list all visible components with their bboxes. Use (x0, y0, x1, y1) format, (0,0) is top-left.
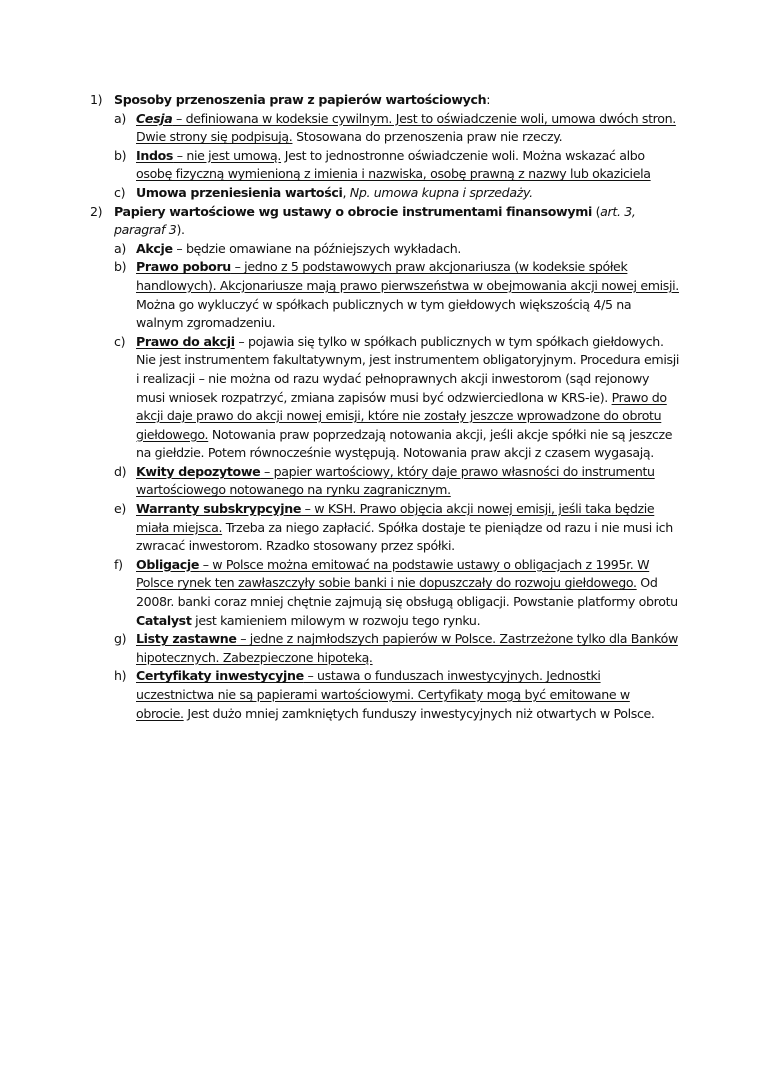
list-marker: c) (114, 184, 126, 200)
list-item-1c (90, 184, 680, 203)
item-text: , (342, 184, 350, 200)
item-text-underlined: – nie jest umową. (173, 147, 282, 163)
list-marker: d) (114, 463, 127, 479)
term-kwity-depozytowe: Kwity depozytowe (136, 463, 261, 479)
term-obligacje: Obligacje (136, 556, 200, 572)
term-prawo-do-akcji: Prawo do akcji (136, 333, 235, 349)
item-text-underlined: – definiowana w kodeksie cywilnym. Jest to oświadczenie woli, umowa dwóch stron. Dwie strony się podpisują. (136, 110, 676, 145)
list-item-2g (90, 630, 680, 667)
section-title-reference: art. 3, paragraf 3 (114, 203, 636, 238)
item-text: Jest to jednostronne oświadczenie woli. Można wskazać albo (281, 147, 645, 163)
item-text: Stosowana do przenoszenia praw nie rzeczy. (292, 129, 563, 145)
list-marker: f) (114, 556, 123, 572)
term-warranty-subskrypcyjne: Warranty subskrypcyjne (136, 501, 302, 517)
list-marker: b) (114, 147, 127, 163)
list-marker: e) (114, 501, 126, 517)
list-item-2h (90, 667, 680, 723)
list-item-2f (90, 556, 680, 630)
term-certyfikaty-inwestycyjne: Certyfikaty inwestycyjne (136, 668, 304, 684)
section-title: Papiery wartościowe wg ustawy o obrocie instrumentami finansowymi (114, 203, 592, 219)
item-text-italic: Np. umowa kupna i sprzedaży. (349, 184, 533, 200)
list-item-1b (90, 147, 680, 184)
list-marker: b) (114, 259, 127, 275)
document-body (90, 91, 680, 723)
list-item-2a (90, 240, 680, 259)
list-marker: a) (114, 110, 126, 126)
item-text: Od 2008r. banki coraz mniej chętnie zajmują się obsługą obligacji. Powstanie platformy obrotu (136, 575, 678, 610)
item-text: Jest dużo mniej zamkniętych funduszy inwestycyjnych niż otwartych w Polsce. (183, 705, 655, 721)
list-item-2d (90, 463, 680, 500)
list-item-2c (90, 333, 680, 463)
list-item-2b (90, 258, 680, 332)
item-text-underlined: Prawo do akcji daje prawo do akcji nowej emisji, które nie zostały jeszcze wprowadzone do obrotu giełdowego. (136, 389, 667, 442)
item-text-underlined: – w Polsce można emitować na podstawie ustawy o obligacjach z 1995r. W Polsce rynek ten zawłaszczyły sobie banki i nie dopuszczały do rozwoju giełdowego. (136, 556, 650, 591)
section-title-paren-open: ( (591, 203, 601, 219)
item-text: – pojawia się tylko w spółkach publicznych w tym spółkach giełdowych. Nie jest instrumentem fakultatywnym, jest instrumentem obligatoryjnym. Procedura emisji i realizacji – nie można od razu wydać pełnoprawnych akcji inwestorom (sąd rejonowy musi wniosek rozpatrzyć, zmiana zapisów musi być odzwierciedlona w KRS-ie). (136, 333, 679, 405)
item-text-underlined: – jedno z 5 podstawowych praw akcjonariusza (w kodeksie spółek handlowych). Akcjonariusze mają prawo pierwszeństwa w obejmowania akcji nowej emisji. (136, 259, 679, 293)
item-text-2: jest kamieniem milowym w rozwoju tego rynku. (191, 612, 481, 628)
term-akcje: Akcje (136, 240, 173, 256)
list-marker: g) (114, 631, 127, 647)
term-prawo-poboru: Prawo poboru (136, 259, 231, 275)
item-text-underlined: – ustawa o funduszach inwestycyjnych. Jednostki uczestnictwa nie są papierami wartościowymi. Certyfikaty mogą być emitowane w obrocie. (136, 668, 630, 721)
list-marker: c) (114, 333, 126, 349)
list-item-2e (90, 500, 680, 556)
term-umowa-przeniesienia: Umowa przeniesienia wartości (136, 184, 343, 200)
item-text-underlined: – papier wartościowy, który daje prawo własności do instrumentu wartościowego notowanego na rynku zagranicznym. (136, 463, 655, 498)
term-indos: Indos (136, 147, 174, 163)
item-text-2: Notowania praw poprzedzają notowania akcji, jeśli akcje spółki nie są jeszcze na giełdzie. Potem równocześnie występują. Notowania praw akcji z czasem wygasają. (136, 426, 673, 461)
item-text-underlined: – w KSH. Prawo objęcia akcji nowej emisji, jeśli taka będzie miała miejsca. (136, 501, 655, 535)
item-text-underlined-2: osobę fizyczną wymienioną z imienia i nazwiska, osobę prawną z nazwy lub okaziciela (136, 166, 651, 182)
section-title-paren-close: ). (176, 222, 185, 238)
list-marker: a) (114, 240, 126, 256)
list-marker: h) (114, 668, 127, 684)
list-item-2 (90, 203, 680, 240)
term-cesja: Cesja (136, 110, 173, 126)
list-item-1a (90, 110, 680, 147)
item-text: Trzeba za niego zapłacić. Spółka dostaje te pieniądze od razu i nie musi ich zwracać inwestorom. Rzadko stosowany przez spółki. (136, 519, 673, 554)
term-catalyst: Catalyst (136, 612, 192, 628)
list-marker: 2) (90, 203, 103, 219)
section-title-suffix: : (486, 92, 491, 107)
list-marker: 1) (90, 92, 103, 107)
term-listy-zastawne: Listy zastawne (136, 631, 237, 647)
section-title: Sposoby przenoszenia praw z papierów wartościowych (114, 92, 487, 107)
list-item-1 (90, 91, 680, 110)
item-text: Można go wykluczyć w spółkach publicznych w tym giełdowych większością 4/5 na walnym zgromadzeniu. (136, 296, 632, 331)
item-text-underlined: – jedne z najmłodszych papierów w Polsce. Zastrzeżone tylko dla Banków hipotecznych. Zabezpieczone hipoteką. (136, 631, 678, 665)
item-text: – będzie omawiane na późniejszych wykładach. (172, 240, 462, 256)
